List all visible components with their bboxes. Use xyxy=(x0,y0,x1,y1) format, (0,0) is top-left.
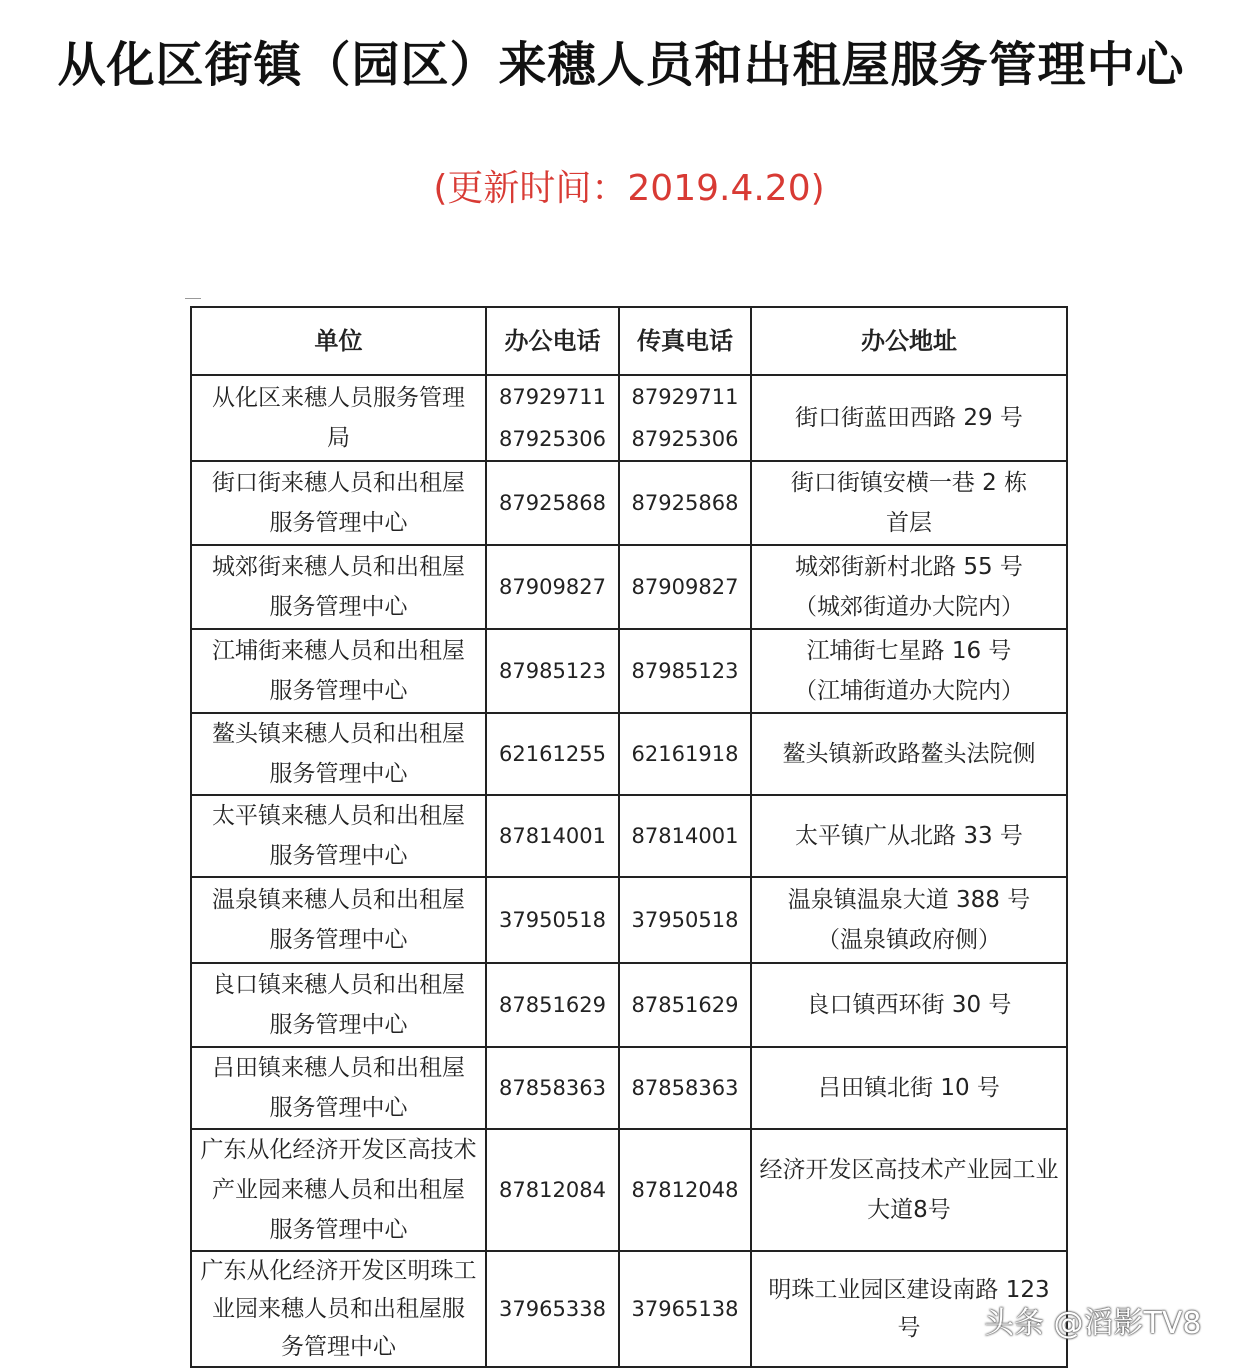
unit-cell-line: 务管理中心 xyxy=(281,1334,396,1360)
divider xyxy=(185,298,201,299)
office-phone-cell-line: 87925306 xyxy=(499,427,606,451)
address-cell-line: 街口街蓝田西路 29 号 xyxy=(795,405,1023,431)
address-cell-line: 吕田镇北街 10 号 xyxy=(818,1075,1000,1101)
office-phone-cell-line: 87929711 xyxy=(499,385,606,409)
fax-cell-line: 62161918 xyxy=(631,742,739,766)
unit-cell-line: 城郊街来穗人员和出租屋 xyxy=(212,554,465,580)
office-phone-cell-line: 37965338 xyxy=(499,1297,606,1321)
unit-cell-line: 广东从化经济开发区高技术 xyxy=(200,1137,477,1163)
unit-cell-line: 服务管理中心 xyxy=(269,927,408,953)
header-fax: 传真电话 xyxy=(619,307,751,375)
address-cell-line: 明珠工业园区建设南路 123 xyxy=(768,1277,1050,1303)
fax-cell-line: 87929711 xyxy=(631,385,739,409)
office-phone-cell xyxy=(486,1047,619,1129)
update-time: (更新时间：2019.4.20) xyxy=(433,168,825,209)
header-address: 办公地址 xyxy=(751,307,1067,375)
table-row xyxy=(191,713,1067,795)
address-cell-line: 大道8号 xyxy=(867,1197,951,1223)
unit-cell xyxy=(191,375,486,461)
unit-cell-line: 服务管理中心 xyxy=(269,510,408,536)
address-cell xyxy=(751,375,1067,461)
address-cell-line: 良口镇西环街 30 号 xyxy=(806,992,1012,1018)
fax-cell-line: 87812048 xyxy=(631,1178,739,1202)
watermark: 头条 @滔影TV8 xyxy=(984,1306,1202,1341)
address-cell-line: 号 xyxy=(897,1315,921,1341)
office-phone-cell xyxy=(486,1251,619,1367)
office-phone-cell xyxy=(486,545,619,629)
address-cell xyxy=(751,1047,1067,1129)
fax-cell-line: 87985123 xyxy=(631,659,739,683)
office-phone-cell xyxy=(486,1129,619,1251)
header-unit: 单位 xyxy=(191,307,486,375)
address-cell-line: 温泉镇温泉大道 388 号 xyxy=(787,887,1031,913)
address-cell xyxy=(751,713,1067,795)
fax-cell-line: 87925868 xyxy=(631,491,739,515)
table-row xyxy=(191,877,1067,963)
address-cell xyxy=(751,1129,1067,1251)
unit-cell xyxy=(191,877,486,963)
office-phone-cell-line: 87909827 xyxy=(499,575,606,599)
address-cell-line: 首层 xyxy=(886,510,932,536)
address-cell-line: 街口街镇安横一巷 2 栋 xyxy=(790,470,1028,496)
office-phone-cell xyxy=(486,375,619,461)
address-cell-line: （江埔街道办大院内） xyxy=(794,678,1024,704)
fax-cell xyxy=(619,1129,751,1251)
office-phone-cell xyxy=(486,461,619,545)
table-row xyxy=(191,1047,1067,1129)
office-phone-cell-line: 87814001 xyxy=(499,824,606,848)
office-phone-cell-line: 87858363 xyxy=(499,1076,606,1100)
fax-cell xyxy=(619,629,751,713)
unit-cell-line: 服务管理中心 xyxy=(269,761,408,787)
service-center-table xyxy=(190,306,1068,1368)
unit-cell-line: 服务管理中心 xyxy=(269,1095,408,1121)
unit-cell-line: 温泉镇来穗人员和出租屋 xyxy=(212,887,465,913)
office-phone-cell xyxy=(486,795,619,877)
fax-cell xyxy=(619,877,751,963)
fax-cell-line: 37950518 xyxy=(631,908,739,932)
office-phone-cell-line: 87925868 xyxy=(499,491,606,515)
unit-cell-line: 局 xyxy=(327,425,350,451)
unit-cell-line: 业园来穗人员和出租屋服 xyxy=(212,1296,465,1322)
unit-cell xyxy=(191,545,486,629)
table-row xyxy=(191,461,1067,545)
fax-cell xyxy=(619,713,751,795)
address-cell xyxy=(751,963,1067,1047)
fax-cell xyxy=(619,795,751,877)
table-row xyxy=(191,1251,1067,1367)
address-cell-line: （温泉镇政府侧） xyxy=(817,927,1001,953)
unit-cell-line: 良口镇来穗人员和出租屋 xyxy=(212,972,465,998)
fax-cell-line: 87909827 xyxy=(631,575,739,599)
address-cell-line: 城郊街新村北路 55 号 xyxy=(795,554,1023,580)
table-row xyxy=(191,375,1067,461)
unit-cell xyxy=(191,461,486,545)
fax-cell-line: 87925306 xyxy=(631,427,739,451)
unit-cell-line: 吕田镇来穗人员和出租屋 xyxy=(212,1055,465,1081)
office-phone-cell-line: 62161255 xyxy=(499,742,606,766)
unit-cell-line: 服务管理中心 xyxy=(269,1217,408,1243)
unit-cell-line: 太平镇来穗人员和出租屋 xyxy=(212,803,465,829)
unit-cell xyxy=(191,713,486,795)
fax-cell-line: 87814001 xyxy=(631,824,739,848)
address-cell xyxy=(751,461,1067,545)
fax-cell-line: 87851629 xyxy=(631,993,739,1017)
office-phone-cell-line: 87812084 xyxy=(499,1178,606,1202)
unit-cell xyxy=(191,1129,486,1251)
table-row xyxy=(191,963,1067,1047)
office-phone-cell xyxy=(486,713,619,795)
fax-cell-line: 87858363 xyxy=(631,1076,739,1100)
address-cell-line: 太平镇广从北路 33 号 xyxy=(795,823,1023,849)
unit-cell-line: 服务管理中心 xyxy=(269,678,408,704)
unit-cell-line: 鳌头镇来穗人员和出租屋 xyxy=(212,721,465,747)
unit-cell-line: 服务管理中心 xyxy=(269,843,408,869)
fax-cell xyxy=(619,963,751,1047)
fax-cell xyxy=(619,461,751,545)
unit-cell xyxy=(191,629,486,713)
unit-cell-line: 产业园来穗人员和出租屋 xyxy=(212,1177,465,1203)
table-row xyxy=(191,629,1067,713)
table-header-row xyxy=(191,307,1067,375)
table-row xyxy=(191,1129,1067,1251)
unit-cell-line: 街口街来穗人员和出租屋 xyxy=(212,470,465,496)
office-phone-cell-line: 37950518 xyxy=(499,908,606,932)
header-office-phone: 办公电话 xyxy=(486,307,619,375)
fax-cell-line: 37965138 xyxy=(631,1297,739,1321)
address-cell-line: 经济开发区高技术产业园工业 xyxy=(759,1157,1059,1183)
unit-cell xyxy=(191,1047,486,1129)
fax-cell xyxy=(619,1047,751,1129)
office-phone-cell xyxy=(486,877,619,963)
address-cell xyxy=(751,545,1067,629)
address-cell-line: 鳌头镇新政路鳌头法院侧 xyxy=(782,741,1036,767)
page-title: 从化区街镇（园区）来穗人员和出租屋服务管理中心 xyxy=(57,37,1185,93)
office-phone-cell xyxy=(486,963,619,1047)
fax-cell xyxy=(619,545,751,629)
unit-cell xyxy=(191,1251,486,1367)
office-phone-cell xyxy=(486,629,619,713)
address-cell-line: 江埔街七星路 16 号 xyxy=(806,638,1012,664)
unit-cell-line: 服务管理中心 xyxy=(269,1012,408,1038)
unit-cell-line: 江埔街来穗人员和出租屋 xyxy=(212,638,465,664)
office-phone-cell-line: 87985123 xyxy=(499,659,606,683)
fax-cell xyxy=(619,375,751,461)
address-cell xyxy=(751,795,1067,877)
table-body xyxy=(191,375,1067,1367)
office-phone-cell-line: 87851629 xyxy=(499,993,606,1017)
table-row xyxy=(191,795,1067,877)
address-cell-line: （城郊街道办大院内） xyxy=(794,594,1024,620)
table-row xyxy=(191,545,1067,629)
unit-cell-line: 广东从化经济开发区明珠工 xyxy=(200,1258,477,1284)
address-cell xyxy=(751,877,1067,963)
unit-cell-line: 服务管理中心 xyxy=(269,594,408,620)
unit-cell xyxy=(191,795,486,877)
fax-cell xyxy=(619,1251,751,1367)
unit-cell xyxy=(191,963,486,1047)
unit-cell-line: 从化区来穗人员服务管理 xyxy=(212,385,465,411)
address-cell xyxy=(751,629,1067,713)
